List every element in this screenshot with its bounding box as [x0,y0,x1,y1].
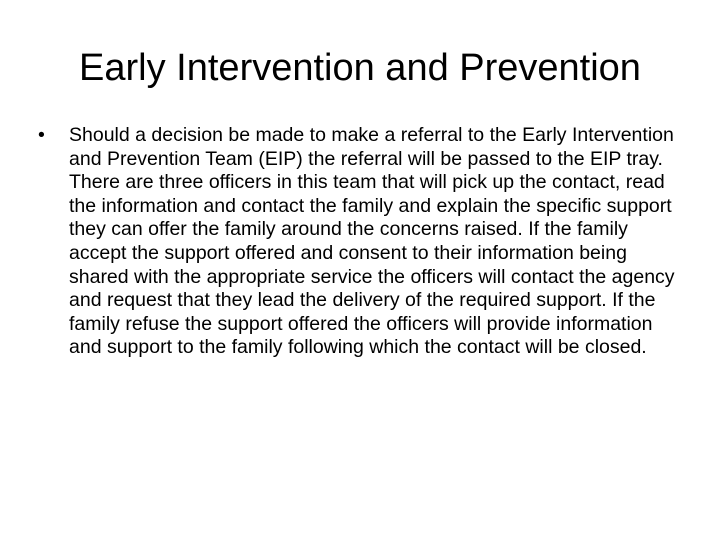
slide-title: Early Intervention and Prevention [79,47,641,89]
bullet-item [36,124,686,360]
bullet-icon: • [38,124,45,146]
bullet-text: Should a decision be made to make a referral to the Early Intervention and Prevention Team (EIP) the referral will be passed to the EIP tray. There are three officers in this team that will pick up the contact, read the information and contact the family and explain the specific support they can offer the family around the concerns raised. If the family accept the support offered and consent to their information being shared with the appropriate service the officers will contact the agency and request that they lead the delivery of the required support. If the family refuse the support offered the officers will provide information and support to the family following which the contact will be closed. [69,124,675,359]
slide-body [36,124,686,360]
